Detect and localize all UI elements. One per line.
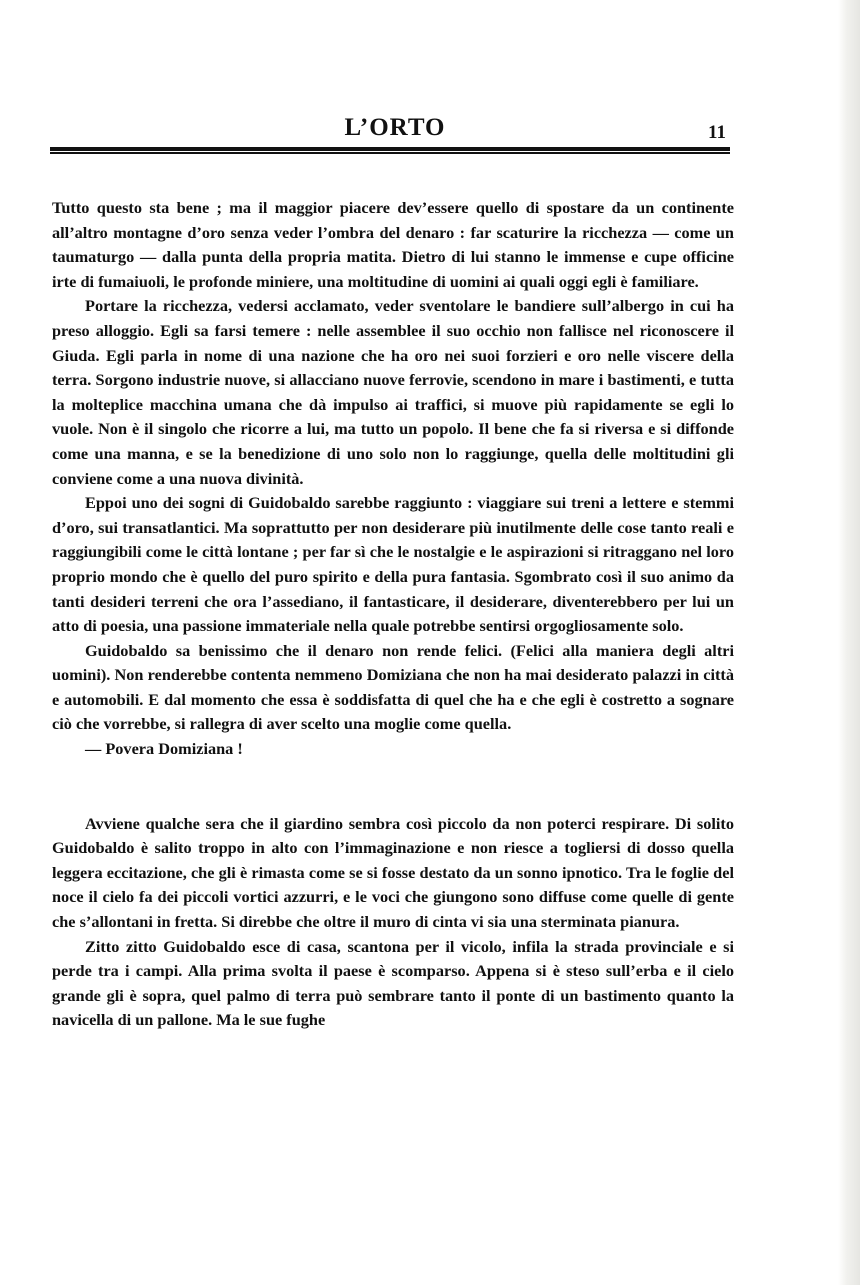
paragraph: Avviene qualche sera che il giardino sembra così piccolo da non poterci respirare. Di solito Guidobaldo è salito troppo in alto con l’immaginazione e non riesce a togliersi di dosso quella leggera eccitazione, che gli è rimasta come se si fosse destato da un sonno ipnotico. Tra le foglie del noce il cielo fa dei piccoli vortici azzurri, e le voci che giungono sono diffuse come quelle di gente che s’allontani in fretta. Si direbbe che oltre il muro di cinta vi sia una sterminata pianura. <box>52 813 734 932</box>
paragraph: Portare la ricchezza, vedersi acclamato, veder sventolare le bandiere sull’albergo in cui ha preso alloggio. Egli sa farsi temere : nelle assemblee il suo occhio non fallisce nel riconoscere il Giuda. Egli parla in nome di una nazione che ha oro nei suoi forzieri e oro nelle viscere della terra. Sorgono industrie nuove, si allacciano nuove ferrovie, scendono in mare i bastimenti, e tutta la molteplice macchina umana che dà impulso ai traffici, si muove più rapidamente se egli lo vuole. Non è il singolo che ricorre a lui, ma tutto un popolo. Il bene che fa si riversa e si diffonde come una manna, e se la benedizione di uno solo non lo raggiunge, quella delle moltitudini gli conviene come a una nuova divinità. <box>52 296 734 488</box>
section-break <box>52 762 734 812</box>
running-header-title: L’ORTO <box>344 114 446 141</box>
body-text <box>52 196 734 1033</box>
header-rule <box>50 147 730 154</box>
paragraph: Tutto questo sta bene ; ma il maggior piacere dev’essere quello di spostare da un continente all’altro montagne d’oro senza veder l’ombra del denaro : far scaturire la ricchezza — come un taumaturgo — dalla punta della propria matita. Dietro di lui stanno le immense e cupe officine irte di fumaiuoli, le profonde miniere, una moltitudine di uomini ai quali oggi egli è familiare. <box>52 198 734 291</box>
paragraph: Guidobaldo sa benissimo che il denaro non rende felici. (Felici alla maniera degli altri uomini). Non renderebbe contenta nemmeno Domiziana che non ha mai desiderato palazzi in città e automobili. E dal momento che essa è soddisfatta di quel che ha e che egli è costretto a sognare ciò che vorrebbe, si rallegra di aver scelto una moglie come quella. <box>52 640 734 734</box>
page-edge-shadow <box>838 0 860 1285</box>
paragraph: Eppoi uno dei sogni di Guidobaldo sarebbe raggiunto : viaggiare sui treni a lettere e stemmi d’oro, sui transatlantici. Ma soprattutto per non desiderare più inutilmente delle cose tanto reali e raggiungibili come le città lontane ; per far sì che le nostalgie e le aspirazioni si ritraggano nel loro proprio mondo che è quello del puro spirito e della pura fantasia. Sgombrato così il suo animo da tanti desideri terreni che ora l’assediano, il fantasticare, il desiderare, diventerebbero per lui un atto di poesia, una passione immateriale nella quale potrebbe sentirsi orgogliosamente solo. <box>52 493 734 636</box>
page-number: 11 <box>708 122 726 143</box>
paragraph: Zitto zitto Guidobaldo esce di casa, scantona per il vicolo, infila la strada provinciale e si perde tra i campi. Alla prima svolta il paese è scomparso. Appena si è steso sull’erba e il cielo grande gli è sopra, quel palmo di terra può sembrare tanto il ponte di un bastimento quanto la navicella di un pallone. Ma le sue fughe <box>52 936 734 1030</box>
dialogue-line: — Povera Domiziana ! <box>85 739 243 759</box>
